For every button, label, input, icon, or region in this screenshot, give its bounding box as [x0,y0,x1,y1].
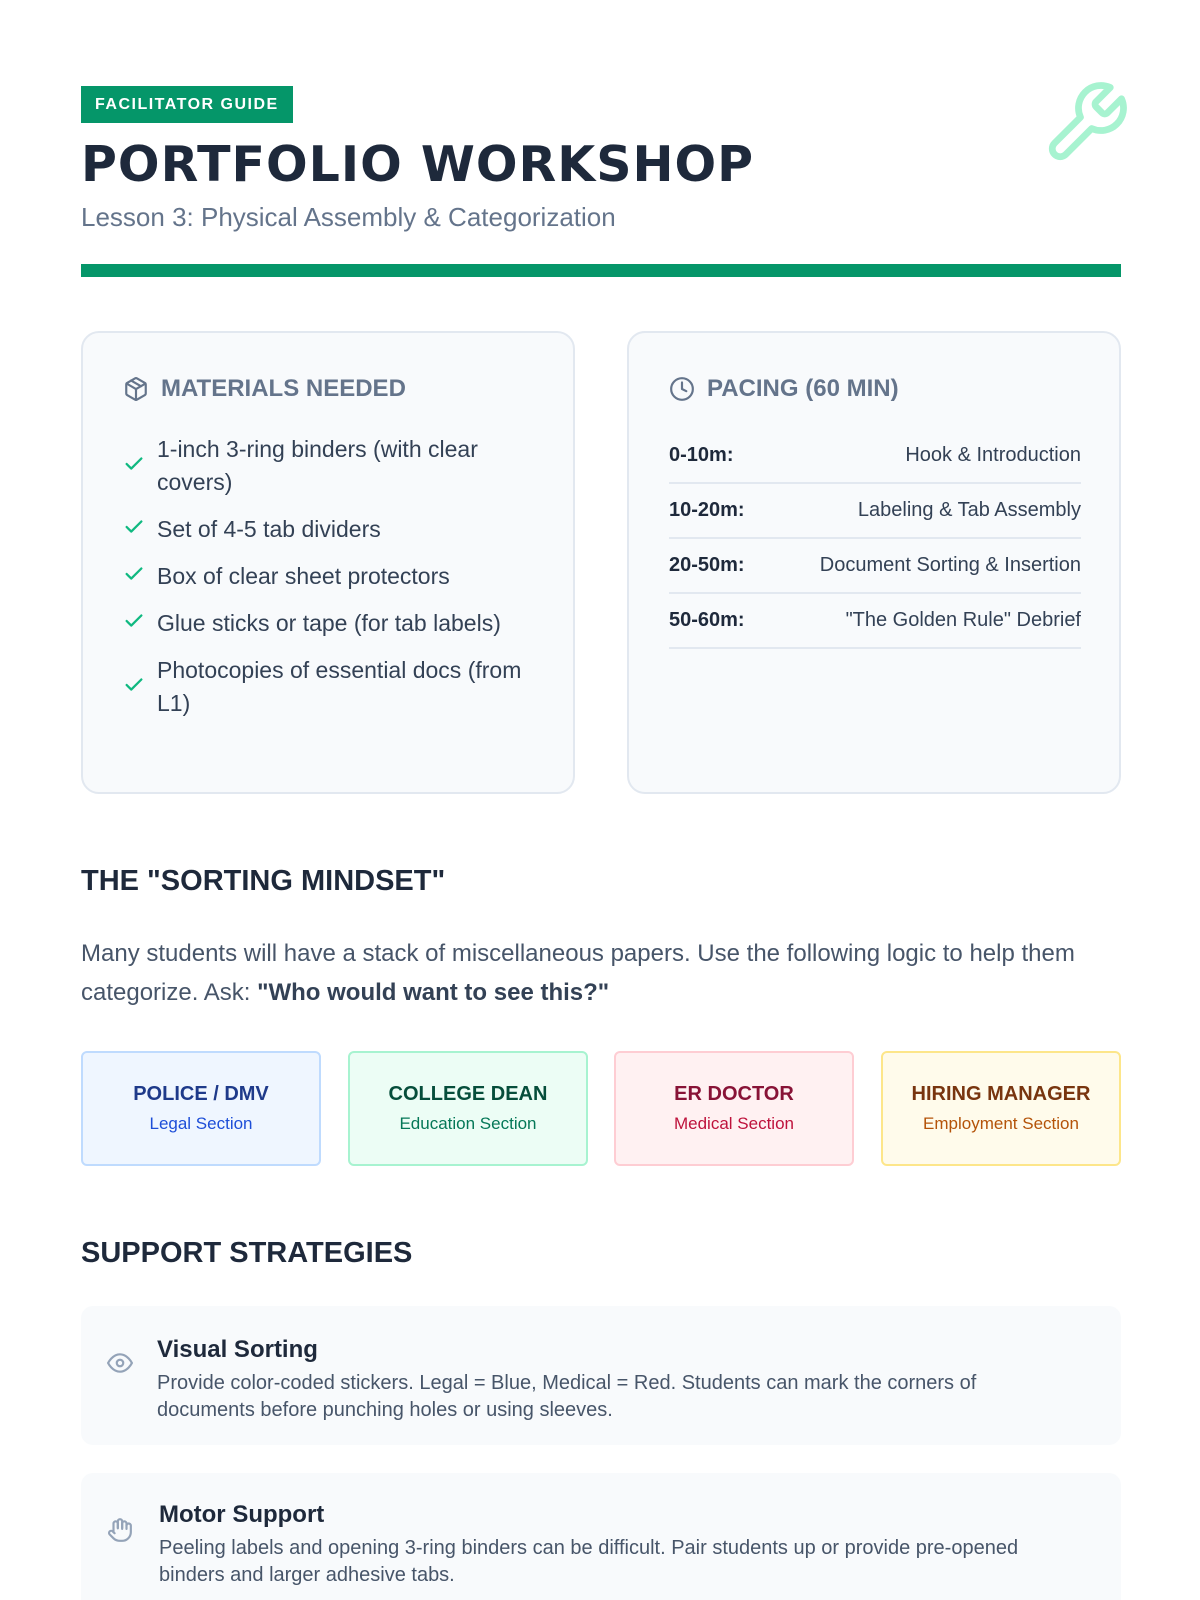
list-item [123,654,543,720]
pacing-activity: Document Sorting & Insertion [819,554,1081,576]
pacing-heading: PACING (60 MIN) [707,375,899,402]
section-audience: COLLEGE DEAN [388,1083,548,1105]
material-text: Photocopies of essential docs (from L1) [157,657,522,716]
materials-list [123,433,543,734]
sorting-intro-question: "Who would want to see this?" [257,979,610,1006]
section-card-medical [614,1051,854,1166]
materials-heading: MATERIALS NEEDED [161,375,406,402]
section-label: Education Section [399,1114,537,1133]
check-icon [123,453,145,475]
check-icon [123,674,145,696]
pacing-time: 0-10m: [669,444,734,466]
check-icon [123,516,145,538]
section-audience: ER DOCTOR [674,1083,794,1105]
page-title: PORTFOLIO WORKSHOP [81,136,755,193]
pacing-activity: Labeling & Tab Assembly [857,499,1081,521]
section-audience: HIRING MANAGER [911,1083,1091,1105]
pacing-activity: Hook & Introduction [905,444,1081,466]
pacing-row [669,484,1081,539]
strategy-title: Motor Support [159,1501,325,1528]
sorting-intro-text: Many students will have a stack of miscellaneous papers. Use the following logic to help them categorize. Ask: [81,940,1075,1006]
pacing-row [669,429,1081,484]
facilitator-guide-badge: FACILITATOR GUIDE [81,86,293,123]
materials-header [123,375,406,403]
pacing-time: 20-50m: [669,554,745,576]
section-card-legal [81,1051,321,1166]
section-label: Medical Section [673,1114,794,1133]
support-heading: SUPPORT STRATEGIES [81,1237,413,1269]
material-text: 1-inch 3-ring binders (with clear covers) [157,436,478,495]
section-card-education [348,1051,588,1166]
section-audience: POLICE / DMV [133,1083,269,1105]
pacing-row [669,594,1081,649]
eye-icon [107,1350,133,1376]
pacing-activity: "The Golden Rule" Debrief [845,609,1081,631]
sorting-heading: THE "SORTING MINDSET" [81,865,446,897]
pacing-row [669,539,1081,594]
pacing-header [669,375,899,403]
materials-card [81,331,575,794]
page-subtitle: Lesson 3: Physical Assembly & Categorization [81,202,616,232]
sorting-intro [81,934,1121,1012]
pacing-list [669,429,1081,649]
list-item [123,560,543,593]
section-label: Legal Section [149,1114,253,1133]
strategy-card-visual-sorting [81,1306,1121,1445]
section-label: Employment Section [923,1114,1079,1133]
list-item [123,513,543,546]
material-text: Set of 4-5 tab dividers [157,516,381,542]
material-text: Glue sticks or tape (for tab labels) [157,610,501,636]
strategy-description: Provide color-coded stickers. Legal = Blue, Medical = Red. Students can mark the corners of documents before punching holes or using sleeves. [157,1372,977,1421]
facilitator-guide-page [81,0,1121,1600]
header-divider [81,264,1121,277]
strategy-description: Peeling labels and opening 3-ring binders can be difficult. Pair students up or provide pre-opened binders and larger adhesive tabs. [159,1537,1019,1586]
material-text: Box of clear sheet protectors [157,563,450,589]
wrench-icon [1041,78,1131,168]
check-icon [123,563,145,585]
pacing-time: 10-20m: [669,499,745,521]
check-icon [123,610,145,632]
list-item [123,433,543,499]
package-icon [123,376,149,402]
strategy-card-motor-support [81,1473,1121,1600]
strategy-title: Visual Sorting [157,1336,318,1363]
pacing-time: 50-60m: [669,609,745,631]
clock-icon [669,376,695,402]
list-item [123,607,543,640]
hand-icon [107,1517,133,1543]
section-card-employment [881,1051,1121,1166]
pacing-card [627,331,1121,794]
